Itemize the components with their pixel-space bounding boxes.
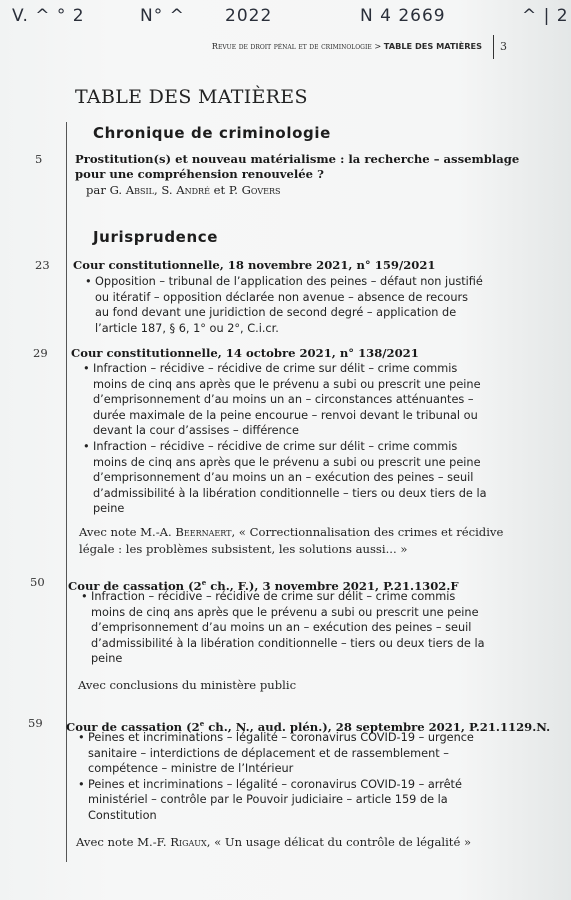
entry-keywords: • Peines et incriminations – légalité – coronavirus COVID-19 – urgence sanitaire – interdictions de déplacement et de rassemblement – compétence – ministre de l’Intérieur • Peines et incriminations – légalité – coronavirus COVID-19 – arrêté ministériel – contrôle par le Pouvoir judiciaire – article 159 de la Constitution bbox=[88, 730, 474, 824]
header-divider bbox=[493, 35, 494, 59]
entry-court: Cour de cassation (2e ch., F.), 3 novembre 2021, P.21.1302.F bbox=[68, 578, 459, 593]
page-title: TABLE DES MATIÈRES bbox=[75, 86, 308, 108]
entry-note: Avec note M.-A. Beernaert, « Correctionnalisation des crimes et récidive légale : les problèmes subsistent, les solutions aussi... » bbox=[79, 525, 504, 556]
section-heading-jurisprudence: Jurisprudence bbox=[93, 228, 218, 246]
entry-page-number: 59 bbox=[28, 716, 43, 730]
entry-court: Cour constitutionnelle, 14 octobre 2021, n° 138/2021 bbox=[71, 346, 419, 360]
entry-page-number: 5 bbox=[35, 152, 43, 166]
entry-note: Avec note M.-F. Rigaux, « Un usage délicat du contrôle de légalité » bbox=[76, 835, 472, 849]
entry-page-number: 23 bbox=[35, 258, 50, 272]
entry-page-number: 50 bbox=[30, 575, 45, 589]
entry-title: Prostitution(s) et nouveau matérialisme : la recherche – assemblage pour une compréhension renouvelée ? bbox=[75, 152, 520, 181]
page-number: 3 bbox=[500, 40, 507, 53]
entry-keywords: • Opposition – tribunal de l’application des peines – défaut non justifié ou itératif – opposition déclarée non avenue – absence de recours au fond devant une juridiction de second degré – application de l’article 187, § 6, 1° ou 2°, C.i.cr. bbox=[95, 274, 483, 336]
journal-name: Revue de droit pénal et de criminologie bbox=[211, 41, 372, 51]
handwritten-annotation: V. ^ ° 2 N° ^ 2022 N 4 2669 ^ | 2 bbox=[12, 6, 569, 26]
running-header bbox=[200, 41, 482, 51]
entry-page-number: 29 bbox=[33, 346, 48, 360]
header-section: TABLE DES MATIÈRES bbox=[383, 41, 482, 51]
entry-court: Cour de cassation (2e ch., N., aud. plén.), 28 septembre 2021, P.21.1129.N. bbox=[66, 719, 551, 734]
entry-court: Cour constitutionnelle, 18 novembre 2021, n° 159/2021 bbox=[73, 258, 436, 272]
entry-authors: par G. Absil, S. André et P. Govers bbox=[86, 183, 281, 197]
entry-keywords: • Infraction – récidive – récidive de crime sur délit – crime commis moins de cinq ans après que le prévenu a subi ou prescrit une peine d’emprisonnement d’au moins un an – circonstances atténuantes – durée maximale de la peine encourue – renvoi devant le tribunal ou devant la cour d’assises – différence • Infraction – récidive – récidive de crime sur délit – crime commis moins de cinq ans après que le prévenu a subi ou prescrit une peine d’emprisonnement d’au moins un an – exécution des peines – seuil d’admissibilité à la libération conditionnelle – tiers ou deux tiers de la peine bbox=[93, 361, 487, 517]
column-rule bbox=[66, 122, 67, 862]
header-separator: > bbox=[374, 41, 382, 51]
entry-keywords: • Infraction – récidive – récidive de crime sur délit – crime commis moins de cinq ans après que le prévenu a subi ou prescrit une peine d’emprisonnement d’au moins un an – exécution des peines – seuil d’admissibilité à la libération conditionnelle – tiers ou deux tiers de la peine bbox=[91, 589, 485, 667]
entry-note: Avec conclusions du ministère public bbox=[78, 678, 297, 692]
section-heading-chronique: Chronique de criminologie bbox=[93, 124, 331, 142]
